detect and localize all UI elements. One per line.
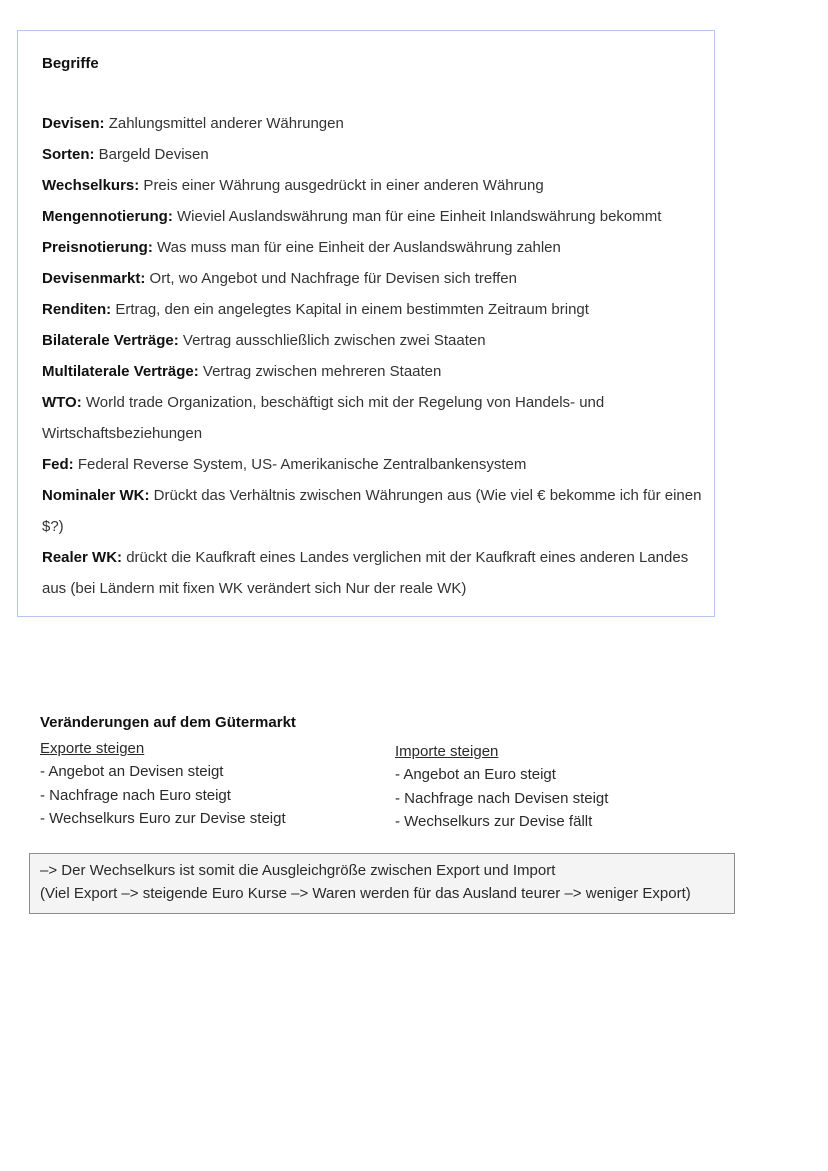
exports-column <box>40 737 286 830</box>
glossary-entry-multilaterale-vertraege <box>42 356 702 387</box>
glossary-definition: Ort, wo Angebot und Nachfrage für Devisen sich treffen <box>145 270 517 287</box>
imports-item: - Angebot an Euro steigt <box>395 766 556 784</box>
exports-list <box>40 760 286 830</box>
glossary-entry-bilaterale-vertraege <box>42 325 702 356</box>
glossary-list <box>42 108 702 604</box>
glossary-definition: Ertrag, den ein angelegtes Kapital in einem bestimmten Zeitraum bringt <box>111 301 589 318</box>
glossary-definition: World trade Organization, beschäftigt sich mit der Regelung von Handels- und Wirtschaftsbeziehungen <box>42 394 605 442</box>
glossary-entry-sorten <box>42 139 702 170</box>
exports-item: - Nachfrage nach Euro steigt <box>40 786 231 804</box>
glossary-title: Begriffe <box>42 55 99 72</box>
imports-list <box>395 763 608 833</box>
glossary-definition: drückt die Kaufkraft eines Landes verglichen mit der Kaufkraft eines anderen Landes aus (bei Ländern mit fixen WK verändert sich Nur der reale WK) <box>42 549 689 597</box>
glossary-term: Bilaterale Verträge: <box>42 332 179 349</box>
glossary-term: Fed: <box>42 456 74 473</box>
exports-heading: Exporte steigen <box>40 740 145 757</box>
glossary-definition: Federal Reverse System, US- Amerikanische Zentralbankensystem <box>73 456 527 473</box>
glossary-term: Preisnotierung: <box>42 239 153 256</box>
glossary-definition: Bargeld Devisen <box>94 146 209 163</box>
glossary-term: Sorten: <box>42 146 95 163</box>
glossary-entry-preisnotierung <box>42 232 702 263</box>
glossary-definition: Zahlungsmittel anderer Währungen <box>104 115 344 132</box>
glossary-box <box>17 30 715 617</box>
glossary-term: Renditen: <box>42 301 112 318</box>
glossary-term: Mengennotierung: <box>42 208 173 225</box>
glossary-term: WTO: <box>42 394 82 411</box>
glossary-entry-devisen <box>42 108 702 139</box>
glossary-entry-realer-wk <box>42 542 702 604</box>
glossary-entry-devisenmarkt <box>42 263 702 294</box>
summary-line: (Viel Export –> steigende Euro Kurse –> Waren werden für das Ausland teurer –> weniger Export) <box>40 885 691 902</box>
glossary-definition: Preis einer Währung ausgedrückt in einer anderen Währung <box>139 177 544 194</box>
glossary-entry-mengennotierung <box>42 201 702 232</box>
imports-item: - Wechselkurs zur Devise fällt <box>395 812 593 830</box>
glossary-term: Devisenmarkt: <box>42 270 146 287</box>
glossary-definition: Vertrag zwischen mehreren Staaten <box>198 363 442 380</box>
exports-item: - Angebot an Devisen steigt <box>40 763 224 781</box>
glossary-definition: Drückt das Verhältnis zwischen Währungen aus (Wie viel € bekomme ich für einen $?) <box>42 487 702 535</box>
market-section-title: Veränderungen auf dem Gütermarkt <box>40 714 296 731</box>
glossary-entry-renditen <box>42 294 702 325</box>
glossary-definition: Was muss man für eine Einheit der Auslandswährung zahlen <box>152 239 561 256</box>
imports-item: - Nachfrage nach Devisen steigt <box>395 789 609 807</box>
glossary-term: Realer WK: <box>42 549 123 566</box>
glossary-definition: Wieviel Auslandswährung man für eine Einheit Inlandswährung bekommt <box>172 208 662 225</box>
glossary-entry-wechselkurs <box>42 170 702 201</box>
glossary-term: Wechselkurs: <box>42 177 140 194</box>
summary-box <box>29 853 735 914</box>
glossary-term: Devisen: <box>42 115 105 132</box>
glossary-entry-nominaler-wk <box>42 480 702 542</box>
exports-item: - Wechselkurs Euro zur Devise steigt <box>40 809 286 827</box>
imports-column <box>395 740 608 833</box>
glossary-entry-wto <box>42 387 702 449</box>
glossary-entry-fed <box>42 449 702 480</box>
glossary-term: Nominaler WK: <box>42 487 150 504</box>
glossary-definition: Vertrag ausschließlich zwischen zwei Staaten <box>178 332 486 349</box>
summary-line: –> Der Wechselkurs ist somit die Ausgleichgröße zwischen Export und Import <box>40 862 556 879</box>
imports-heading: Importe steigen <box>395 743 499 760</box>
glossary-term: Multilaterale Verträge: <box>42 363 199 380</box>
